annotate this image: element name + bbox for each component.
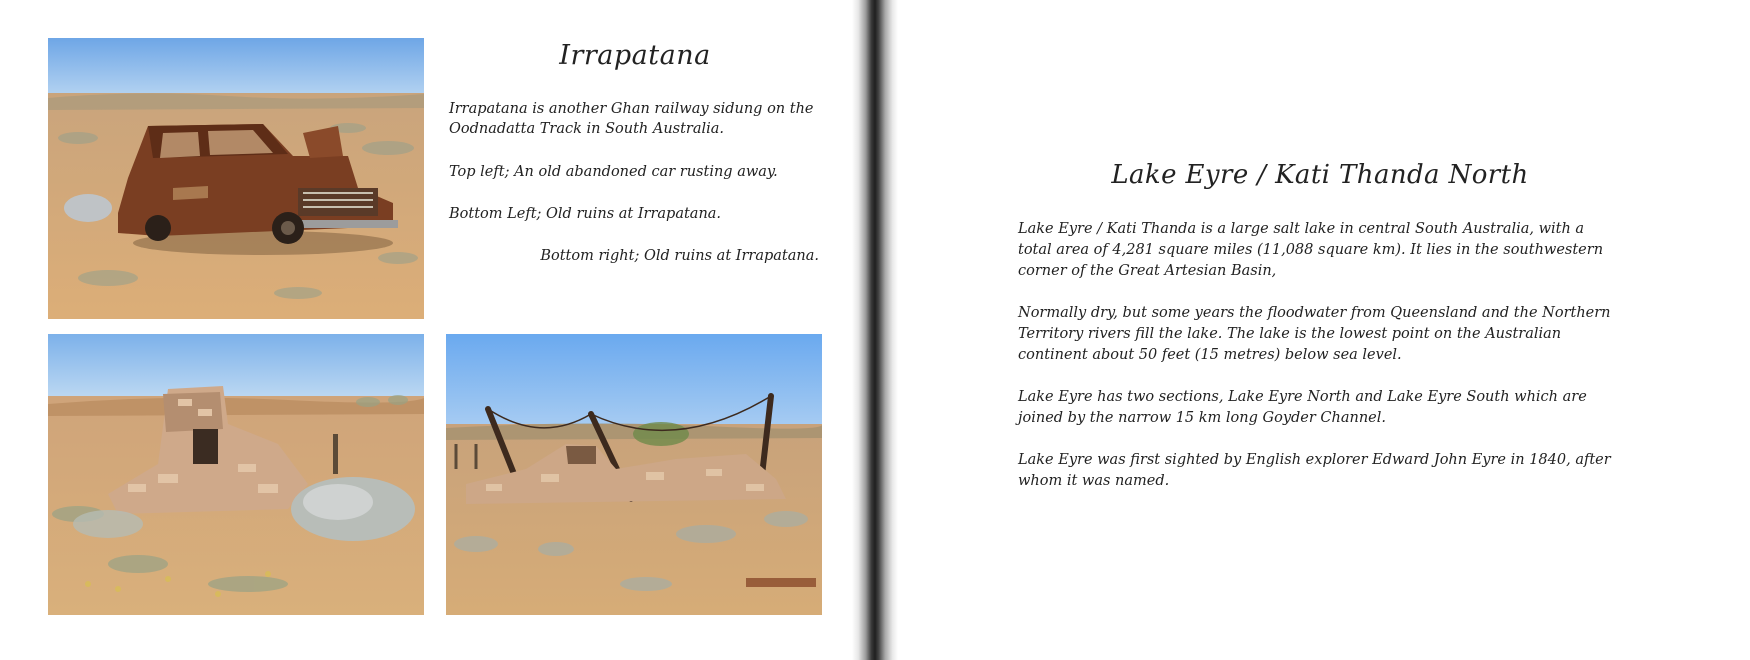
right-page-title: Lake Eyre / Kati Thanda North <box>1111 160 1529 190</box>
photo-ruins-right <box>446 334 822 615</box>
left-caption-bottom-right: Bottom right; Old ruins at Irrapatana. <box>540 248 819 264</box>
right-paragraph-3: Lake Eyre has two sections, Lake Eyre North and Lake Eyre South which are joined by the narrow 15 km long Goyder Channel. <box>1018 389 1587 426</box>
right-paragraph-2: Normally dry, but some years the floodwater from Queensland and the Northern Territory rivers fill the lake. The lake is the lowest point on the Australian continent about 50 feet (15 metres) below sea level. <box>1018 305 1611 363</box>
left-paragraph-intro: Irrapatana is another Ghan railway sidung on the Oodnadatta Track in South Australia. <box>449 101 814 137</box>
photo-ruins-left <box>48 334 424 615</box>
left-page-title: Irrapatana <box>559 40 711 71</box>
right-paragraph-1: Lake Eyre / Kati Thanda is a large salt lake in central South Australia, with a total area of 4,281 square miles (11,088 square km). It lies in the southwestern corner of the Great Artesian Basin, <box>1018 221 1604 279</box>
book-spine-gutter <box>852 0 898 660</box>
left-caption-top-left: Top left; An old abandoned car rusting away. <box>449 164 778 180</box>
photo-abandoned-car <box>48 38 424 319</box>
right-paragraph-4: Lake Eyre was first sighted by English explorer Edward John Eyre in 1840, after whom it was named. <box>1018 452 1611 489</box>
left-caption-bottom-left: Bottom Left; Old ruins at Irrapatana. <box>449 206 722 222</box>
